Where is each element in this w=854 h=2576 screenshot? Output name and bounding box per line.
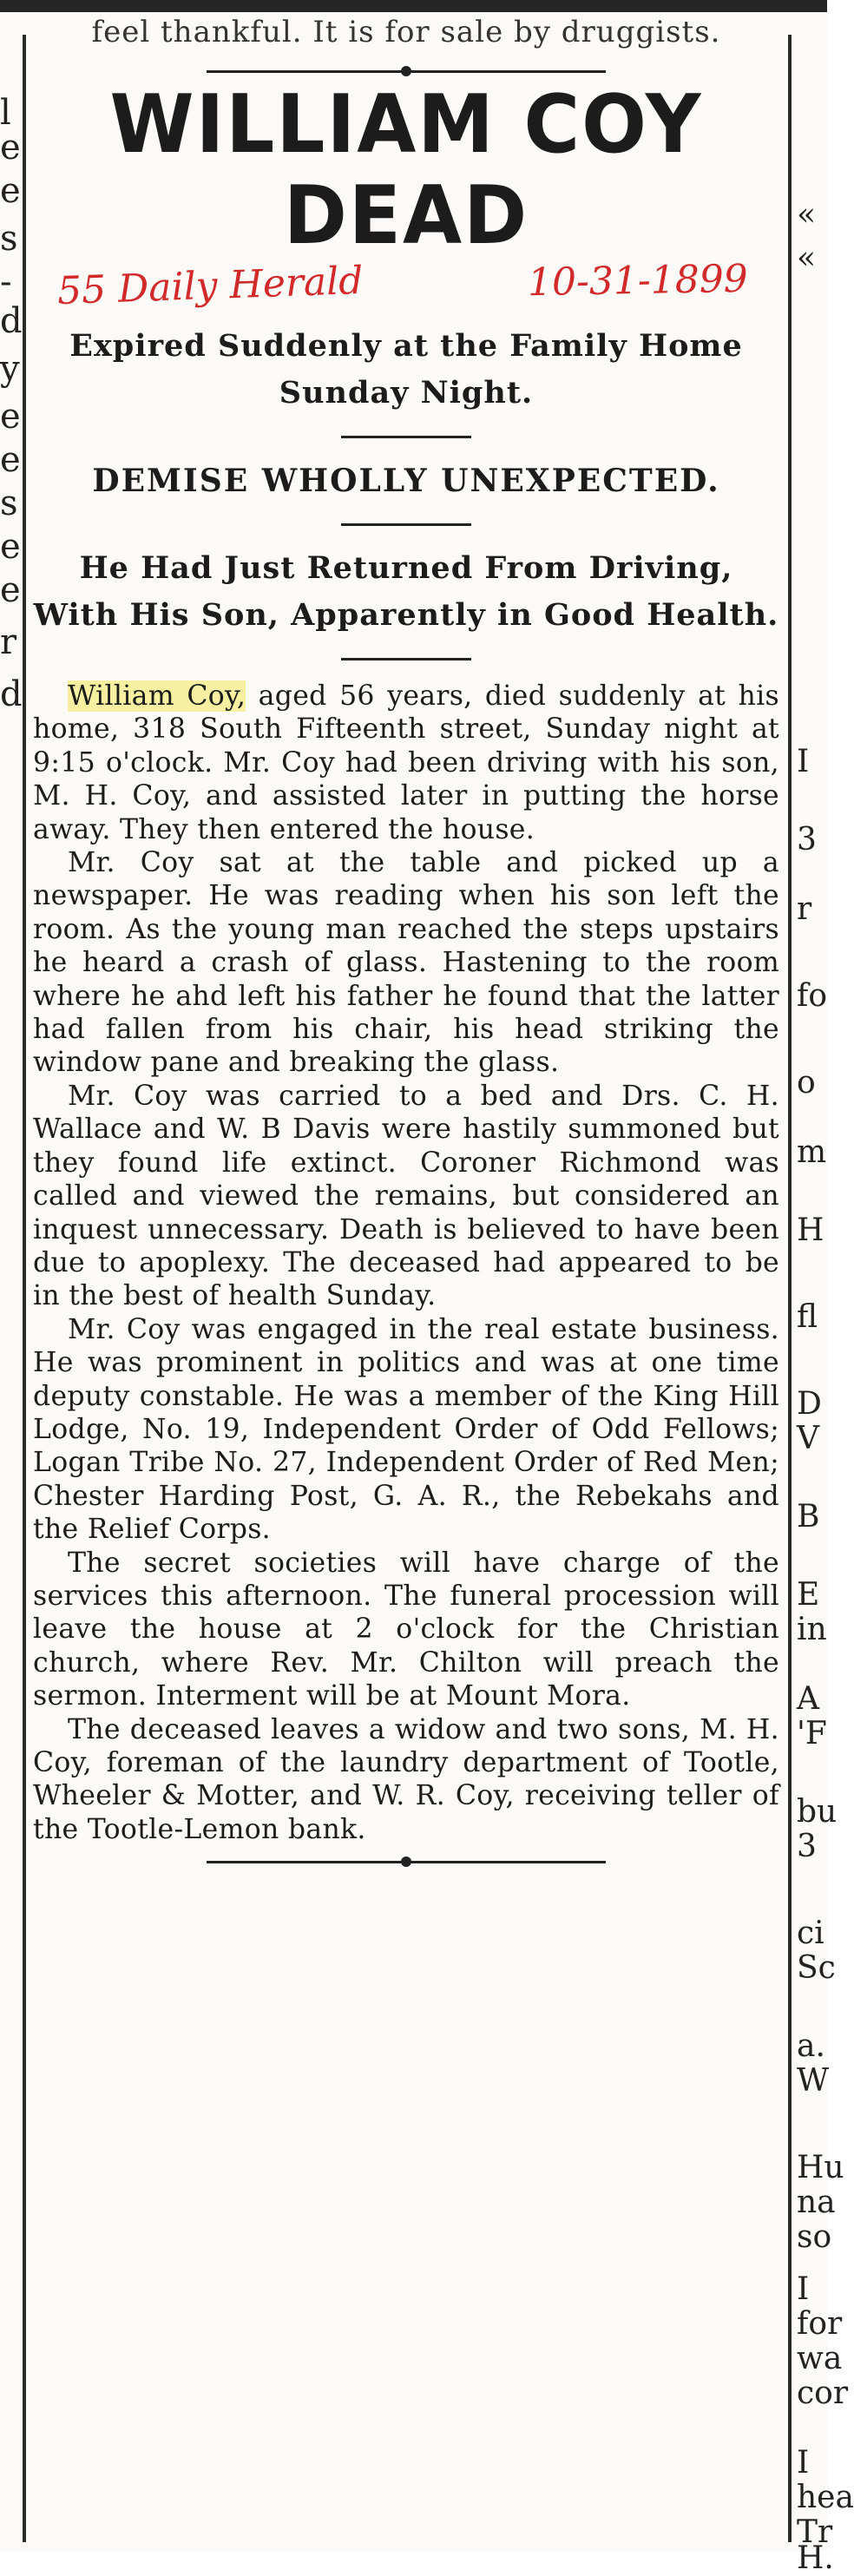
subheadline-2: DEMISE WHOLLY UNEXPECTED. — [92, 463, 720, 499]
right-fragment: na — [797, 2185, 836, 2220]
right-fragment: o — [797, 1065, 816, 1101]
right-fragment: 'F — [797, 1716, 827, 1751]
divider — [341, 436, 471, 438]
column-rule-right — [788, 35, 792, 2542]
right-fragment: wa — [797, 2341, 843, 2376]
left-fragment: e — [0, 527, 21, 567]
right-fragment: A — [797, 1681, 819, 1717]
left-fragment: r — [0, 622, 17, 662]
right-fragment: so — [797, 2219, 832, 2255]
paragraph: Mr. Coy sat at the table and picked up a newspaper. He was reading when his son left the room. As the young man reached the steps upstairs he heard a crash of glass. Hastening to the room where he ahd left his father he found that the latter had fallen from his chair, his head striking the window pane and breaking the glass. — [33, 847, 779, 1079]
right-fragment: cor — [797, 2376, 849, 2411]
right-fragment: Hu — [797, 2150, 844, 2185]
annotation-source: 55 Daily Herald — [56, 258, 365, 314]
headline-ornament-rule — [207, 64, 606, 78]
left-fragment: s — [0, 483, 18, 523]
right-fragment: Sc — [797, 1950, 836, 1986]
right-fragment: B — [797, 1499, 820, 1534]
right-fragment: D — [797, 1386, 822, 1422]
right-fragment: I — [797, 2445, 810, 2481]
left-fragment: e — [0, 128, 21, 168]
right-fragment: W — [797, 2063, 830, 2099]
right-fragment: in — [797, 1612, 827, 1647]
right-fragment: hea — [797, 2480, 854, 2515]
annotation-date: 10-31-1899 — [527, 256, 749, 306]
left-fragment: e — [0, 397, 21, 437]
right-fragment: I — [797, 2271, 810, 2307]
article — [33, 15, 779, 1869]
right-fragment: I — [797, 744, 810, 779]
paragraph: The secret societies will have charge of the services this afternoon. The funeral procession will leave the house at 2 o'clock for the Christian church, where Rev. Mr. Chilton will preach the sermon. Interment will be at Mount Mora. — [33, 1547, 779, 1712]
end-ornament-rule — [207, 1855, 606, 1869]
headline: WILLIAM COY DEAD — [109, 76, 703, 263]
right-fragment: H — [797, 1212, 824, 1248]
divider — [341, 658, 471, 660]
left-fragment: d — [0, 674, 23, 714]
right-fragment: « — [797, 197, 817, 233]
right-fragment: r — [797, 891, 812, 927]
handwritten-annotation — [33, 257, 779, 318]
right-fragment: bu — [797, 1794, 838, 1830]
column-rule-left — [23, 35, 26, 2542]
subheadline-3: He Had Just Returned From Driving, With His Son, Apparently in Good Health. — [33, 550, 779, 633]
previous-article-fragment: feel thankful. It is for sale by druggists. — [91, 15, 721, 49]
left-fragment: y — [0, 349, 20, 389]
right-fragment: H. — [797, 2540, 834, 2576]
divider — [341, 523, 471, 526]
right-fragment: « — [797, 240, 817, 276]
left-fragment: l — [0, 93, 11, 133]
paragraph: The deceased leaves a widow and two sons, M. H. Coy, foreman of the laundry department of Tootle, Wheeler & Motter, and W. R. Coy, receiving teller of the Tootle-Lemon bank. — [33, 1713, 779, 1845]
left-fragment: - — [0, 262, 12, 302]
article-body — [33, 680, 779, 1846]
right-fragment: fo — [797, 978, 827, 1014]
left-fragment: s — [0, 219, 18, 259]
paragraph: William Coy, aged 56 years, died suddenly at his home, 318 South Fifteenth street, Sunday night at 9:15 o'clock. Mr. Coy had been driving with his son, M. H. Coy, and assisted later in putting the horse away. They then entered the house. — [33, 680, 779, 845]
right-fragment: for — [797, 2306, 843, 2342]
right-fragment: m — [797, 1134, 827, 1170]
right-fragment: a. — [797, 2028, 825, 2064]
paragraph: Mr. Coy was carried to a bed and Drs. C. H. Wallace and W. B Davis were hastily summoned but they found life extinct. Coroner Richmond was called and viewed the remains, but considered an inquest unnecessary. Death is believed to have been due to apoplexy. The deceased had appeared to be in the best of health Sunday. — [33, 1080, 779, 1312]
right-fragment: 3 — [797, 1829, 817, 1864]
left-fragment: e — [0, 570, 21, 610]
left-fragment: d — [0, 301, 23, 341]
paragraph: Mr. Coy was engaged in the real estate business. He was prominent in politics and was at one time deputy constable. He was a member of the King Hill Lodge, No. 19, Independent Order of Odd Fellows; Logan Tribe No. 27, Independent Order of Red Men; Chester Harding Post, G. A. R., the Rebekahs and the Relief Corps. — [33, 1313, 779, 1546]
right-fragment: E — [797, 1577, 820, 1613]
left-fragment: e — [0, 440, 21, 480]
scan-edge — [0, 0, 827, 12]
subheadline-1: Expired Suddenly at the Family Home Sunday Night. — [69, 328, 743, 411]
right-fragment: V — [797, 1421, 819, 1456]
right-fragment: ci — [797, 1916, 824, 1951]
highlighted-name: William Coy, — [68, 680, 246, 712]
right-fragment: fl — [797, 1299, 818, 1335]
left-fragment: e — [0, 171, 21, 211]
right-fragment: 3 — [797, 822, 817, 858]
right-fragment: Tr — [797, 2514, 833, 2550]
